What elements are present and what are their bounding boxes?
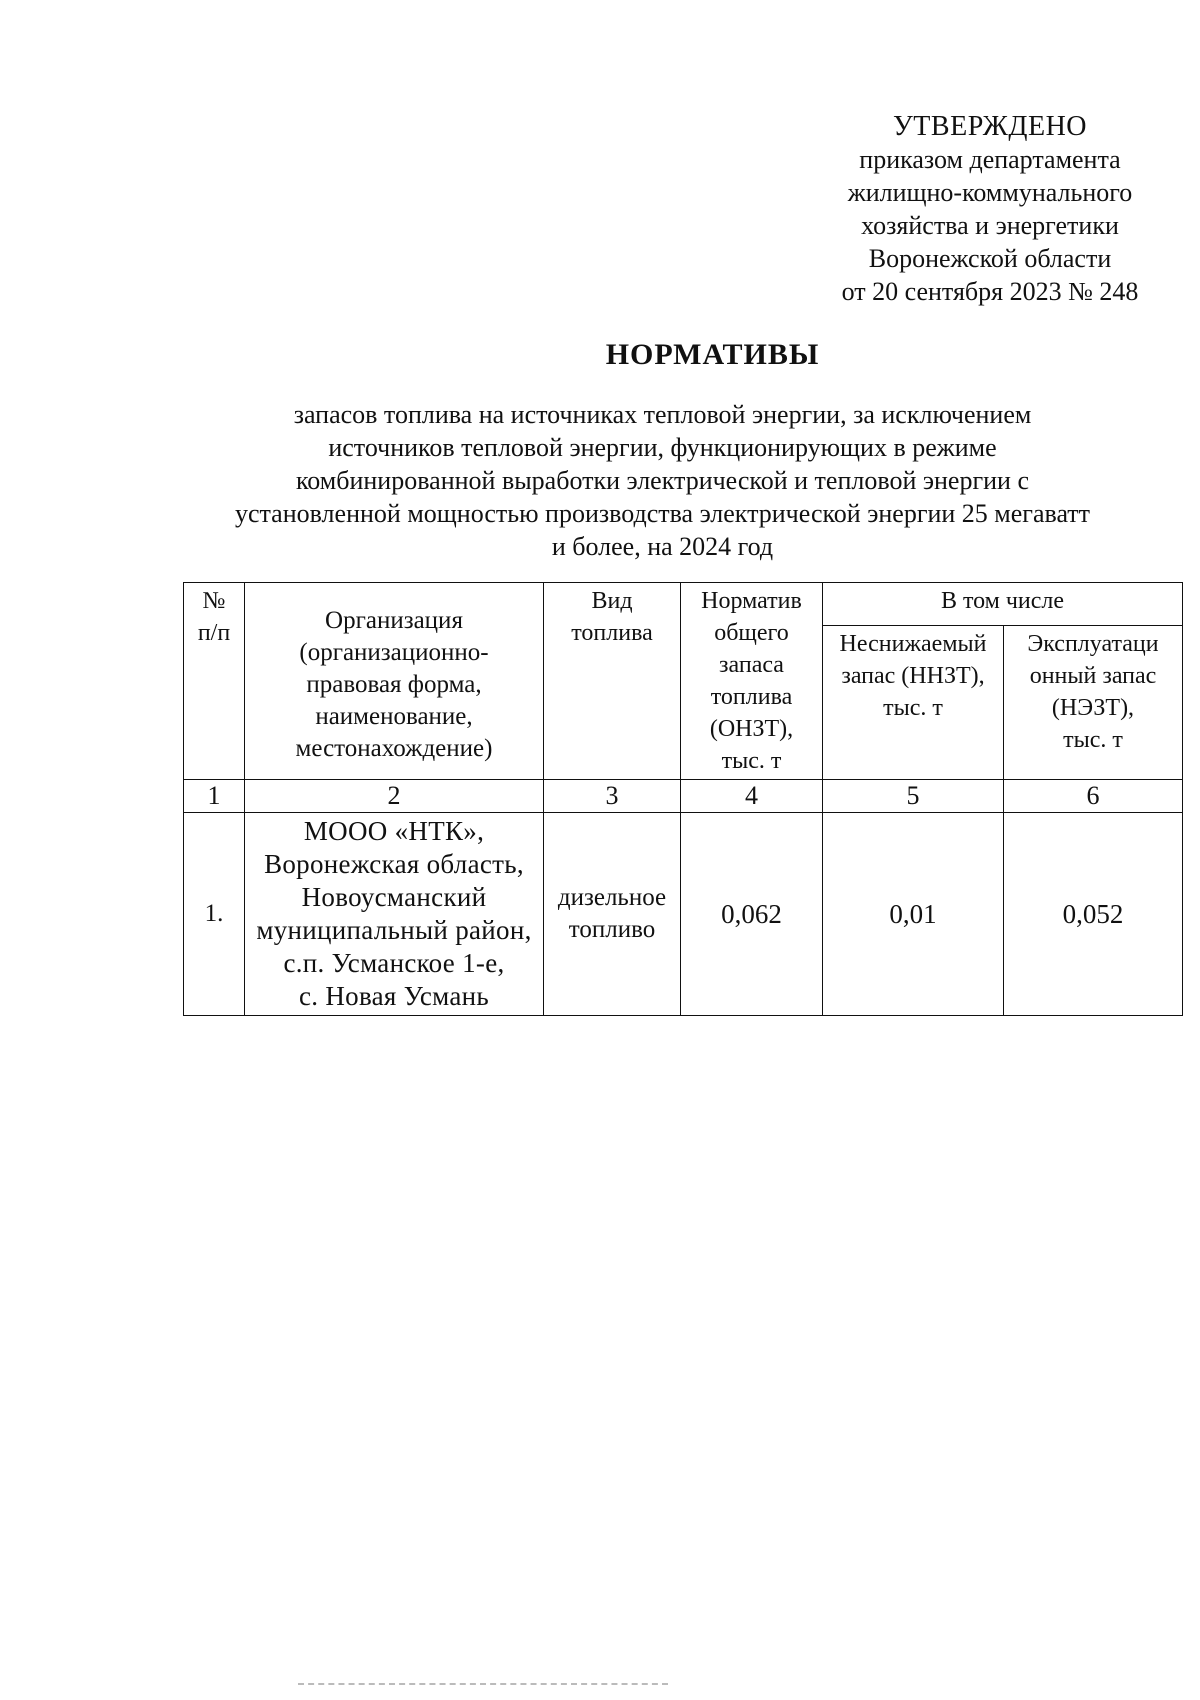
fuel-line: дизельное (557, 884, 667, 911)
header-total-line: топлива (710, 684, 793, 710)
approval-stamp (800, 110, 1180, 308)
header-total-line: общего (714, 620, 789, 646)
approval-line: жилищно-коммунального (847, 178, 1133, 207)
column-number: 5 (823, 780, 1004, 813)
column-number: 6 (1004, 780, 1183, 813)
header-organization (245, 583, 544, 780)
column-number: 4 (681, 780, 823, 813)
header-org-line: Организация (325, 607, 463, 634)
header-org-line: (организационно- (299, 639, 489, 666)
document-title: НОРМАТИВЫ (605, 338, 820, 371)
header-nnzt-line: запас (ННЗТ), (841, 662, 985, 689)
approval-line: Воронежской области (868, 244, 1112, 273)
column-number: 1 (184, 780, 245, 813)
header-org-line: наименование, (315, 703, 473, 730)
table-row (184, 813, 1183, 1016)
approval-line: приказом департамента (859, 145, 1121, 174)
header-total-line: тыс. т (721, 748, 782, 774)
row-total-norm: 0,062 (681, 813, 823, 1016)
header-num-symbol: № (202, 588, 226, 614)
header-org-line: местонахождение) (295, 735, 493, 762)
header-nezt (1004, 625, 1183, 779)
column-number: 2 (245, 780, 544, 813)
subtitle-line: и более, на 2024 год (551, 532, 774, 561)
header-fuel-type (544, 583, 681, 780)
org-line: Воронежская область, (264, 849, 524, 879)
header-total-norm (681, 583, 823, 780)
org-line: Новоусманский (301, 882, 487, 912)
row-organization (245, 813, 544, 1016)
fuel-line: топливо (568, 916, 656, 943)
header-total-line: (ОНЗТ), (709, 716, 794, 742)
header-nnzt (823, 625, 1004, 779)
org-line: муниципальный район, (256, 915, 532, 945)
header-nezt-line: (НЭЗТ), (1051, 694, 1135, 721)
header-fuel-line: Вид (591, 588, 633, 614)
header-nnzt-line: Неснижаемый (839, 630, 987, 657)
approval-line: хозяйства и энергетики (861, 211, 1119, 240)
header-fuel-line: топлива (571, 620, 653, 646)
scan-artifact-line (298, 1683, 668, 1687)
header-org-line: правовая форма, (306, 671, 482, 698)
subtitle-line: комбинированной выработки электрической и тепловой энергии с (295, 466, 1029, 495)
org-line: с. Новая Усмань (298, 981, 490, 1011)
approval-heading: УТВЕРЖДЕНО (892, 111, 1088, 142)
row-number: 1. (184, 813, 245, 1016)
document-subtitle (195, 398, 1130, 563)
row-nezt: 0,052 (1004, 813, 1183, 1016)
subtitle-line: источников тепловой энергии, функционирующих в режиме (328, 433, 997, 462)
approval-date-number: от 20 сентября 2023 № 248 (841, 277, 1139, 306)
row-fuel-type (544, 813, 681, 1016)
header-nezt-line: онный запас (1029, 662, 1157, 689)
column-number: 3 (544, 780, 681, 813)
row-nnzt: 0,01 (823, 813, 1004, 1016)
header-nezt-line: тыс. т (1063, 726, 1123, 753)
org-line: МООО «НТК», (303, 816, 485, 846)
subtitle-line: запасов топлива на источниках тепловой энергии, за исключением (293, 400, 1032, 429)
header-nnzt-line: тыс. т (883, 694, 943, 721)
table-header-row (184, 583, 1183, 626)
column-number-row (184, 780, 1183, 813)
org-line: с.п. Усманское 1-е, (283, 948, 505, 978)
header-group-including: В том числе (823, 583, 1183, 626)
norms-table (183, 582, 1183, 1016)
header-nezt-line: Эксплуатаци (1027, 630, 1159, 657)
header-num-label: п/п (197, 620, 231, 646)
header-total-line: Норматив (701, 588, 802, 614)
header-total-line: запаса (719, 652, 784, 678)
subtitle-line: установленной мощностью производства электрической энергии 25 мегаватт (234, 499, 1091, 528)
header-num (184, 583, 245, 780)
